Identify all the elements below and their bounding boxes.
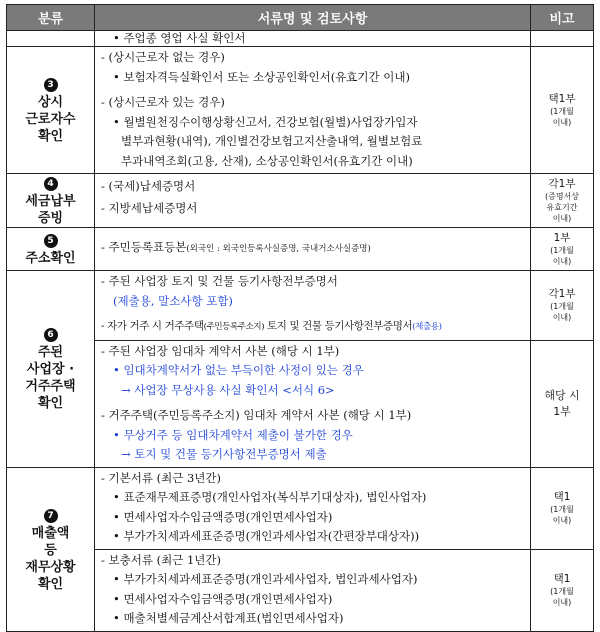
remark-count: 각1부 [548,288,576,301]
documents-6a [95,271,531,341]
list-item: • 무상거주 등 임대차계약서 제출이 불가한 경우 [113,427,353,442]
section-4-row [7,174,594,228]
remark-detail: (1개월 [550,587,574,596]
category-3 [7,47,95,174]
list-item: • 면세사업자수입금액증명(개인면세사업자) [113,591,333,606]
remark-3 [531,47,594,174]
category-label: 사업장 · [26,362,75,378]
documents-6b [95,340,531,467]
category-label: 근로자수 [25,112,76,127]
remark-6a [531,271,594,341]
remark-count: 택1 [553,573,571,585]
remark-detail: 이내) [552,257,572,266]
list-item: 별부과현황(내역), 개인별건강보험고지산출내역, 월별보험료 [121,134,423,148]
documents-7a [95,467,531,549]
list-item: • 보험자격득실확인서 또는 소상공인확인서(유효기간 이내) [113,69,410,84]
category-cell-empty [7,31,95,47]
category-label: 매출액 [31,525,70,541]
list-item: • 월별원천징수이행상황신고서, 건강보험(월별)사업장가입자 [113,114,418,129]
remark-count: 택1 [553,491,571,503]
list-item: - 자가 거주 시 거주주택 [101,320,204,332]
list-item: • 면세사업자수입금액증명(개인면세사업자) [113,509,333,524]
section-6-row-b [7,340,594,467]
list-item-note: (제출용) [412,322,442,332]
section-5-row [7,228,594,271]
list-item: - 기본서류 (최근 3년간) [101,470,222,485]
document-table [6,4,594,632]
list-item: - 보충서류 (최근 1년간) [101,552,222,567]
remark-detail: (1개월 [550,246,574,255]
remark-7b [531,549,594,631]
header-category: 분류 [7,5,95,31]
list-item: • 부가가치세과세표준증명(개인과세사업자, 법인과세사업자) [113,572,418,586]
category-label: 증빙 [37,211,64,226]
documents-4 [95,174,531,228]
list-item: - 주된 사업장 임대차 계약서 사본 (해당 시 1부) [101,343,340,358]
number-badge-7: 7 [44,509,58,523]
section-7-row-b [7,549,594,631]
remark-count: 각1부 [548,178,576,190]
remark-count: 해당 시 [544,388,580,402]
category-label: 등 [44,542,57,558]
remark-detail: (1개월 [550,505,574,514]
remark-detail: 이내) [552,118,572,127]
remark-detail: (증명서상 [544,192,580,201]
category-4 [7,174,95,228]
list-item: • 매출처별세금계산서합계표(법인면세사업자) [113,611,344,625]
remark-detail: 이내) [552,598,572,607]
number-badge-6: 6 [44,328,58,342]
continuation-row [7,31,594,47]
list-item: - 주된 사업장 토지 및 건물 등기사항전부증명서 [101,274,338,288]
documents-3 [95,47,531,174]
remark-detail: (1개월 [550,302,574,312]
header-remarks: 비고 [531,5,594,31]
number-badge-4: 4 [44,177,58,191]
category-label: 확인 [37,129,64,144]
remark-count: 1부 [553,232,571,244]
header-documents: 서류명 및 검토사항 [95,5,531,31]
remark-7a [531,467,594,549]
remark-cell-empty [531,31,594,47]
remark-count: 택1부 [548,93,576,105]
category-7 [7,467,95,631]
documents-5 [95,228,531,271]
remark-5 [531,228,594,271]
number-badge-5: 5 [44,234,58,248]
header-row [7,5,594,31]
number-badge-3: 3 [44,78,58,92]
list-item: (제출용, 말소사항 포함) [113,293,233,308]
remark-detail: 이내) [552,313,572,323]
category-label: 거주주택 [25,379,76,395]
documents-7b [95,549,531,631]
remark-detail: 유효기간 [546,203,578,212]
category-5 [7,228,95,271]
category-6 [7,271,95,468]
list-item: → 사업장 무상사용 사실 확인서 <서식 6> [121,382,335,397]
category-label: 확인 [37,396,64,412]
list-item: - 주민등록표등본 [101,239,187,254]
list-item: - (국세)납세증명서 [101,179,196,193]
remark-detail: 이내) [552,214,572,223]
remark-6b [531,340,594,467]
list-item: 토지 및 건물 등기사항전부증명서 [264,320,413,332]
list-item-note: (외국인 : 외국인등록사실증명, 국내거소사실증명) [186,243,371,254]
list-item: • 표준재무제표증명(개인사업자(복식부기대상자), 법인사업자) [113,490,427,504]
list-item: • 주업종 영업 사실 확인서 [113,31,246,45]
section-6-row-a [7,271,594,341]
category-label: 상시 [37,95,64,110]
remark-detail: (1개월 [550,107,574,116]
remark-4 [531,174,594,228]
list-item: • 임대차계약서가 없는 부득이한 사정이 있는 경우 [113,363,364,377]
list-item: - (상시근로자 있는 경우) [101,95,225,109]
category-label: 주소확인 [25,251,76,266]
category-label: 확인 [37,576,64,592]
category-label: 재무상황 [25,559,76,575]
list-item: 부과내역조회(고용, 산재), 소상공인확인서(유효기간 이내) [121,153,413,168]
list-item: → 토지 및 건물 등기사항전부증명서 제출 [121,447,327,461]
section-3-row [7,47,594,174]
list-item: • 부가가치세과세표준증명(개인과세사업자(간편장부대상자)) [113,529,420,543]
list-item-note: (주민등록주소지) [203,322,265,332]
category-label: 세금납부 [25,194,76,209]
category-label: 주된 [37,345,64,361]
section-7-row-a [7,467,594,549]
remark-count: 1부 [553,404,571,418]
list-item: - 거주주택(주민등록주소지) 임대차 계약서 사본 (해당 시 1부) [101,408,412,422]
list-item: - 지방세납세증명서 [101,201,198,215]
remark-detail: 이내) [552,516,572,525]
list-item: - (상시근로자 없는 경우) [101,50,225,64]
